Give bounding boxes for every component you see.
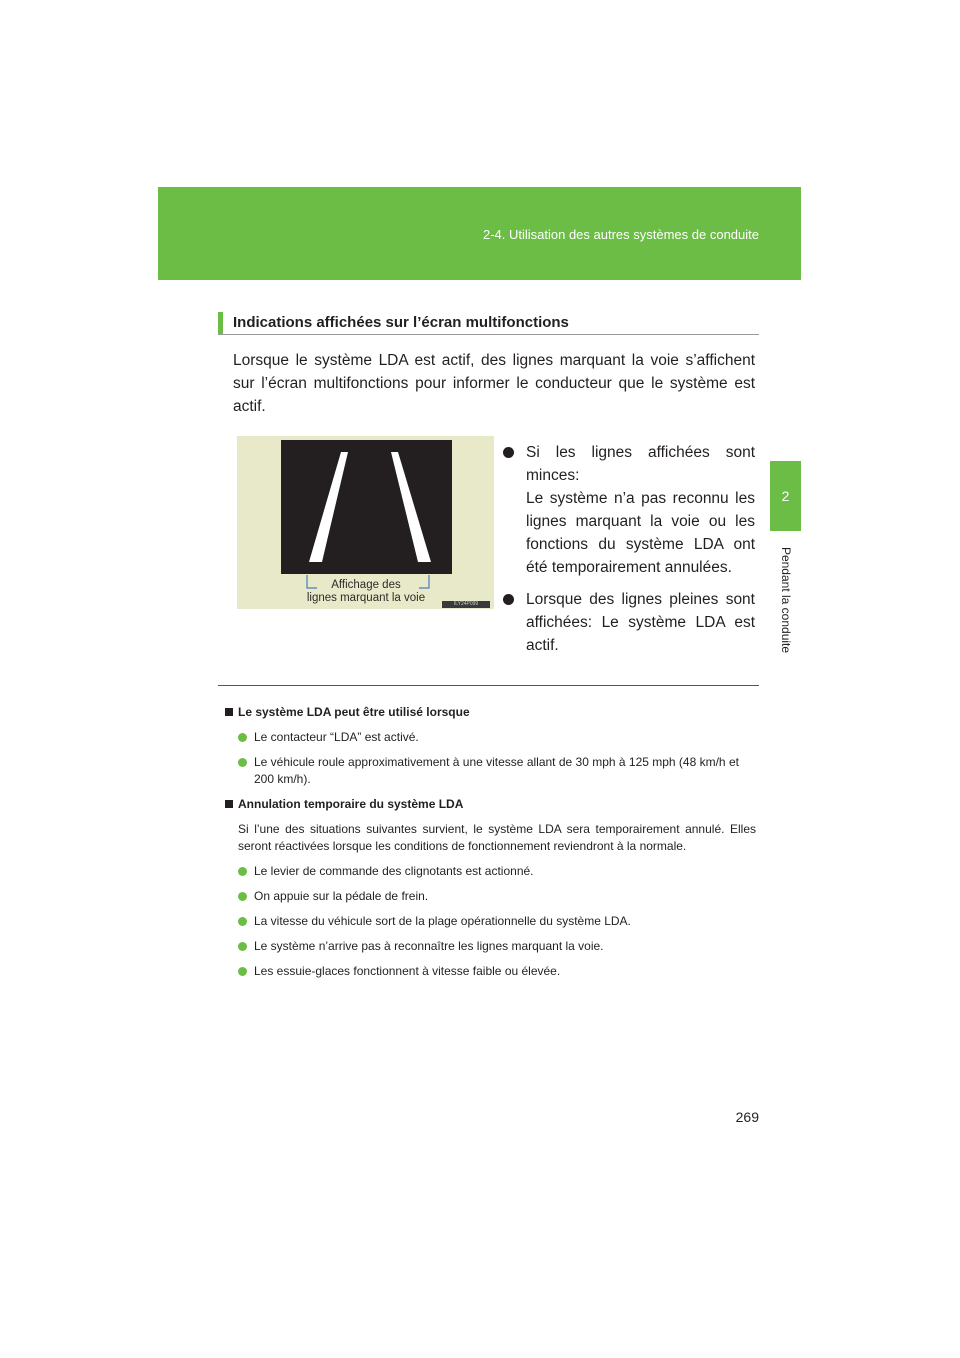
- notes-section: [225, 704, 756, 988]
- section-divider: [218, 685, 759, 686]
- figure-caption-line2: lignes marquant la voie: [306, 592, 426, 604]
- list-item: [503, 441, 755, 579]
- note-heading: [225, 704, 756, 721]
- figure-caption: [295, 579, 437, 605]
- square-bullet-icon: [225, 708, 233, 716]
- section-intro: Lorsque le système LDA est actif, des lignes marquant la voie s’affichent sur l’écran multifonctions pour informer le conducteur que le système est actif.: [233, 352, 755, 415]
- list-item-text: Le levier de commande des clignotants est actionné.: [254, 864, 534, 878]
- bullet-icon: [238, 917, 247, 926]
- bullet-subtext: Le système n’a pas reconnu les lignes marquant la voie ou les fonctions du système LDA ont été temporairement annulées.: [526, 490, 755, 576]
- square-bullet-icon: [225, 800, 233, 808]
- list-item: [225, 729, 756, 746]
- page-number: 269: [735, 1109, 759, 1125]
- bullet-icon: [238, 733, 247, 742]
- bullet-text: Lorsque des lignes pleines sont affichées: Le système LDA est actif.: [526, 591, 755, 654]
- lane-line-explanations: [503, 441, 755, 666]
- chapter-side-label: Pendant la conduite: [779, 546, 793, 654]
- bullet-icon: [238, 967, 247, 976]
- chapter-header-band: [158, 187, 801, 280]
- list-item: [225, 754, 756, 788]
- list-item-text: Les essuie-glaces fonctionnent à vitesse faible ou élevée.: [254, 964, 561, 978]
- list-item-text: On appuie sur la pédale de frein.: [254, 889, 429, 903]
- list-item: [225, 963, 756, 980]
- list-item: [225, 863, 756, 880]
- section-accent-bar: [218, 312, 223, 334]
- figure-code: ILY24P099: [442, 601, 490, 608]
- list-item: [225, 913, 756, 930]
- chapter-number-tab: 2: [770, 461, 801, 531]
- list-item-text: Le contacteur “LDA” est activé.: [254, 730, 419, 744]
- note-heading-text: Annulation temporaire du système LDA: [238, 797, 464, 811]
- list-item-text: Le véhicule roule approximativement à une vitesse allant de 30 mph à 125 mph (48 km/h et 200 km/h).: [254, 755, 739, 786]
- list-item-text: La vitesse du véhicule sort de la plage opérationnelle du système LDA.: [254, 914, 631, 928]
- section-title: Indications affichées sur l’écran multifonctions: [233, 314, 569, 331]
- bullet-icon: [238, 892, 247, 901]
- lane-display-figure: [237, 436, 494, 609]
- list-item: [225, 888, 756, 905]
- bullet-text: Si les lignes affichées sont minces:: [526, 444, 755, 484]
- bullet-icon: [238, 942, 247, 951]
- note-heading: [225, 796, 756, 813]
- note-paragraph: Si l’une des situations suivantes survient, le système LDA sera temporairement annulé. Elles seront réactivées lorsque les conditions de fonctionnement reviendront à la normale.: [238, 822, 756, 853]
- chapter-title: 2-4. Utilisation des autres systèmes de conduite: [482, 227, 759, 242]
- list-item: [503, 588, 755, 657]
- bullet-icon: [503, 447, 514, 458]
- list-item: [225, 938, 756, 955]
- bullet-icon: [503, 594, 514, 605]
- note-heading-text: Le système LDA peut être utilisé lorsque: [238, 705, 470, 719]
- bullet-icon: [238, 867, 247, 876]
- list-item-text: Le système n’arrive pas à reconnaître les lignes marquant la voie.: [254, 939, 604, 953]
- figure-caption-line1: Affichage des: [331, 579, 401, 591]
- section-title-bar: [218, 312, 759, 335]
- bullet-icon: [238, 758, 247, 767]
